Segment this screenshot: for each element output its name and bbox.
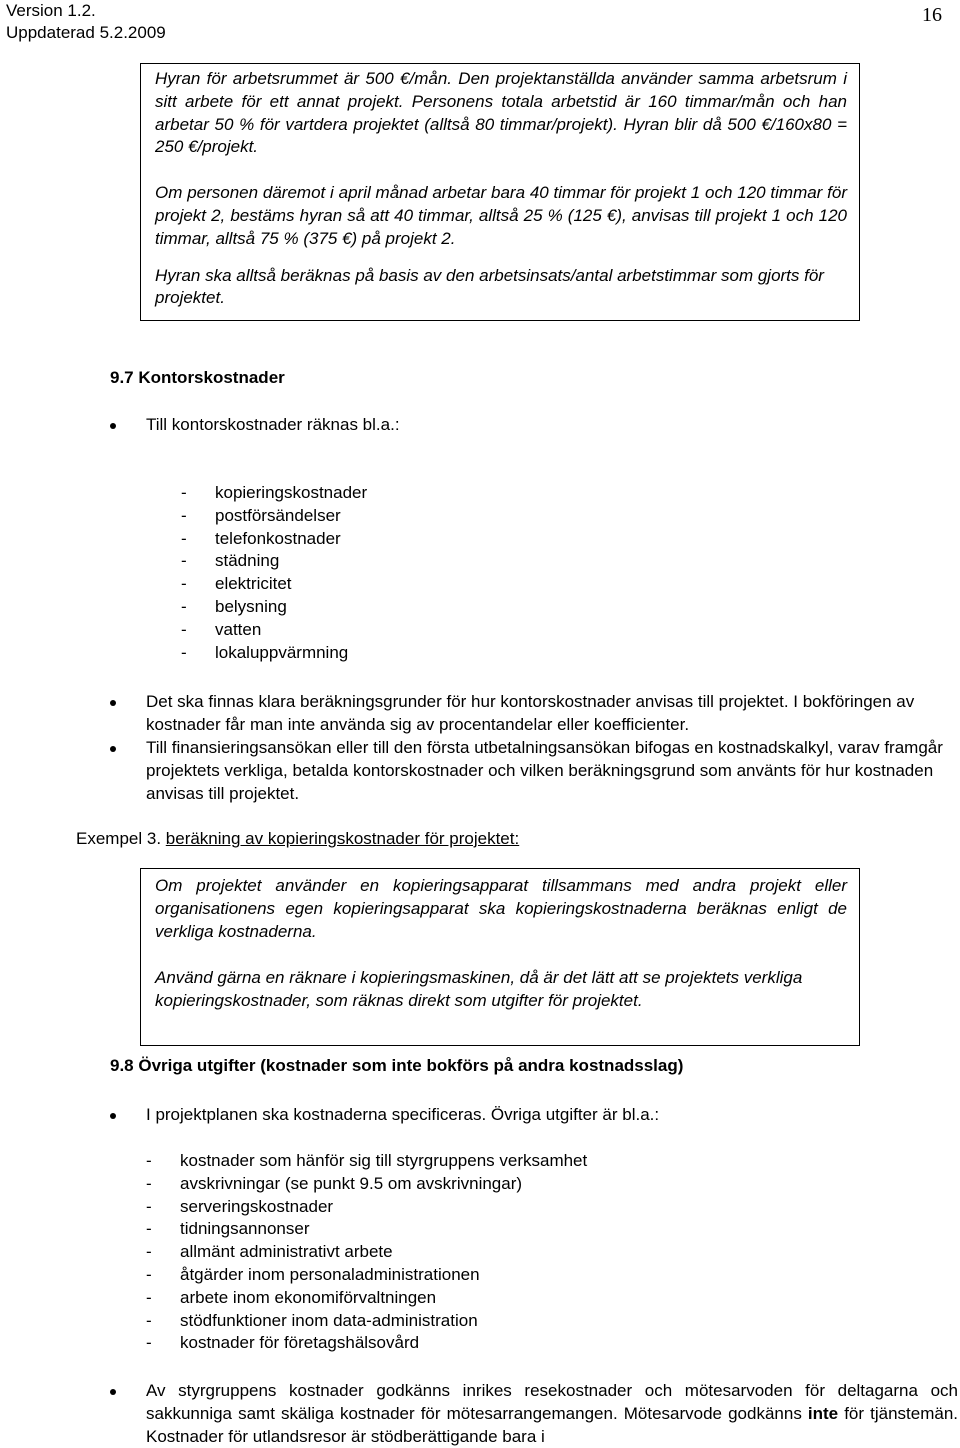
bullet-icon (110, 700, 116, 706)
office-costs-intro: Till kontorskostnader räknas bl.a.: (146, 415, 400, 434)
updated-label: Uppdaterad 5.2.2009 (6, 23, 166, 42)
list-item: - belysning (181, 596, 287, 616)
rent-example-box (140, 63, 860, 321)
rent-paragraph-1: Hyran för arbetsrummet är 500 €/mån. Den projektanställda använder samma arbetsrum i sitt arbete för ett annat projekt. Personens totala arbetstid är 160 timmar/mån och han arbetar 50 % för vartdera projektet (alltså 80 timmar/projekt). Hyran blir då 500 €/160x80 = 250 €/projekt. (155, 69, 847, 157)
example-label: Exempel 3. (76, 829, 162, 848)
page-number: 16 (922, 4, 942, 26)
other-expenses-list (146, 1150, 587, 1355)
list-item: - serveringskostnader (146, 1196, 334, 1216)
list-item: - postförsändelser (181, 505, 341, 525)
list-item: - tidningsannonser (146, 1219, 310, 1239)
rent-paragraph-2: Om personen däremot i april månad arbetar bara 40 timmar för projekt 1 och 120 timmar för projekt 2, bestäms hyran så att 40 timmar, alltså 25 % (125 €), anvisas till projekt 1 och 120 timmar, alltså 75 % (375 €) på projekt 2. (155, 183, 847, 248)
list-item: - städning (181, 551, 280, 571)
emphasis-inte: inte (807, 1403, 839, 1423)
list-item: - avskrivningar (se punkt 9.5 om avskrivningar) (146, 1173, 523, 1193)
list-item: - arbete inom ekonomiförvaltningen (146, 1287, 437, 1307)
rent-paragraph-3: Hyran ska alltså beräknas på basis av den arbetsinsats/antal arbetstimmar som gjorts för projektet. (155, 265, 824, 308)
list-item: - vatten (181, 619, 262, 639)
section-9-8-heading: 9.8 Övriga utgifter (kostnader som inte bokförs på andra kostnadsslag) (110, 1056, 684, 1075)
example-3-label (76, 829, 519, 849)
other-expenses-intro: I projektplanen ska kostnaderna specificeras. Övriga utgifter är bl.a.: (146, 1105, 660, 1124)
cost-calculation-text: Till finansieringsansökan eller till den första utbetalningsansökan bifogas en kostnadskalkyl, varav framgår projektets verkliga, betalda kontorskostnader och vilken beräkningsgrund som använts för hur kostnaden anvisas till projektet. (146, 738, 943, 803)
bullet-icon (110, 1389, 116, 1395)
copying-example-box (140, 868, 860, 1046)
copying-paragraph-2: Använd gärna en räknare i kopieringsmaskinen, då är det lätt att se projektets verkliga kopieringskostnader, som räknas direkt som utgifter för projektet. (155, 968, 803, 1011)
section-9-7-heading: 9.7 Kontorskostnader (110, 368, 285, 387)
bullet-icon (110, 423, 116, 429)
list-item: - allmänt administrativt arbete (146, 1242, 393, 1262)
list-item: - kostnader för företagshälsovård (146, 1333, 420, 1353)
calculation-basis-text: Det ska finnas klara beräkningsgrunder för hur kontorskostnader anvisas till projektet. I bokföringen av kostnader får man inte använda sig av procentandelar eller koefficienter. (146, 692, 915, 734)
bullet-icon (110, 1113, 116, 1119)
example-title: beräkning av kopieringskostnader för projektet: (165, 829, 520, 848)
list-item: - stödfunktioner inom data-administration (146, 1310, 478, 1330)
list-item: - lokaluppvärmning (181, 642, 349, 662)
list-item: - elektricitet (181, 574, 292, 594)
list-item: - telefonkostnader (181, 528, 341, 548)
office-costs-list (181, 482, 367, 664)
list-item: - kopieringskostnader (181, 483, 368, 502)
document-header (6, 0, 166, 44)
steering-group-costs-text: Av styrgruppens kostnader godkänns inrikes resekostnader och mötesarvoden för deltagarna och sakkunniga samt skäliga kostnader för mötesarrangemangen. Mötesarvode godkänns inte för tjänstemän. Kostnader för utlandsresor är stödberättigande bara i (146, 1381, 958, 1446)
bullet-icon (110, 746, 116, 752)
list-item: - kostnader som hänför sig till styrgruppens verksamhet (146, 1151, 588, 1170)
copying-paragraph-1: Om projektet använder en kopieringsapparat tillsammans med andra projekt eller organisationens egen kopieringsapparat ska kopieringskostnaderna beräknas enligt de verkliga kostnaderna. (155, 876, 847, 941)
list-item: - åtgärder inom personaladministrationen (146, 1264, 480, 1284)
version-label: Version 1.2. (6, 1, 96, 20)
